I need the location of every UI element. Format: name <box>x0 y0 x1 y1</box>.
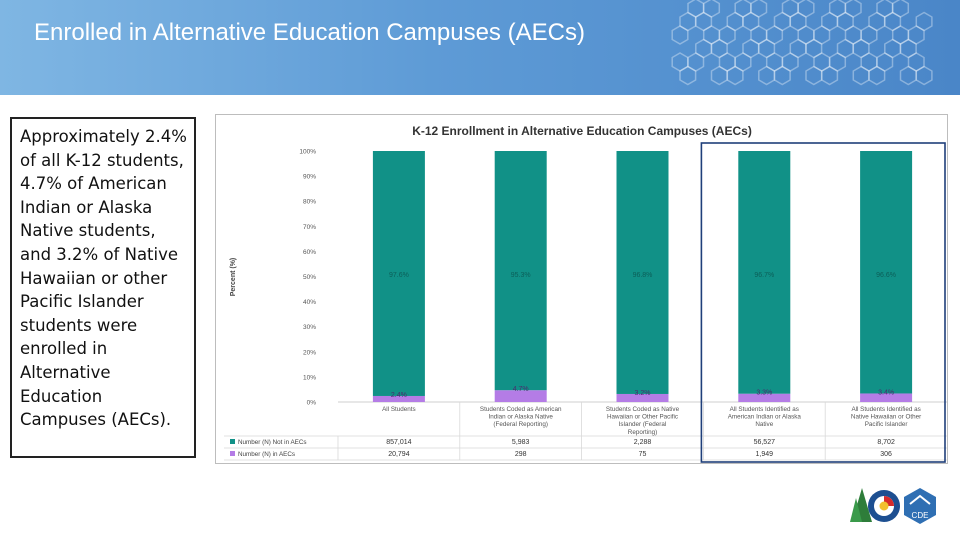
x-category-label-line: American Indian or Alaska <box>727 413 801 421</box>
x-category-label-line: All Students Identified as <box>729 406 799 413</box>
x-category-label <box>480 406 562 428</box>
y-tick-label: 70% <box>302 223 316 231</box>
x-category-label-line: Native Hawaiian or Other <box>850 413 922 421</box>
hexagon-shape <box>727 67 743 85</box>
hexagon-shape <box>680 67 696 85</box>
hexagon-shape <box>853 67 869 85</box>
x-category-label-line: Islander (Federal <box>618 421 667 429</box>
legend-swatch-in-aecs <box>230 451 235 456</box>
y-tick-label: 50% <box>302 274 316 281</box>
chart-frame <box>215 114 948 464</box>
data-label-in-aecs: 2.4% <box>390 391 407 399</box>
y-tick-label: 90% <box>302 173 316 181</box>
hexagon-shape <box>712 67 728 85</box>
legend-swatch-not-in-aecs <box>230 439 235 444</box>
table-value-in-aecs: 20,794 <box>388 451 410 458</box>
data-label-not-in-aecs: 95.3% <box>510 272 531 279</box>
table-value-not-in-aecs: 8,702 <box>877 439 895 446</box>
y-tick-label: 80% <box>302 198 316 206</box>
table-value-not-in-aecs: 56,527 <box>753 439 776 446</box>
x-category-label <box>851 406 921 428</box>
table-value-not-in-aecs: 5,983 <box>511 439 530 446</box>
cde-logo <box>848 484 948 528</box>
x-category-label-line: Indian or Alaska Native <box>488 413 553 421</box>
table-value-in-aecs: 1,949 <box>755 451 774 458</box>
y-tick-label: 0% <box>306 399 316 407</box>
data-label-in-aecs: 4.7% <box>512 386 529 394</box>
table-value-in-aecs: 298 <box>514 451 527 458</box>
data-label-in-aecs: 3.2% <box>634 389 651 397</box>
x-category-label-line: (Federal Reporting) <box>493 421 549 429</box>
table-value-in-aecs: 306 <box>880 451 892 458</box>
x-category-label-line: All Students <box>382 406 416 413</box>
y-tick-label: 10% <box>302 374 316 382</box>
hexagon-shape <box>916 67 932 85</box>
summary-text: Approximately 2.4% of all K-12 students, 4.7% of American Indian or Alaska Native students, and 3.2% of Native Hawaiian or other Pacific Islander students were enrolled in Alternative Education Campuses (AECs). <box>20 127 187 430</box>
x-category-label <box>606 406 680 436</box>
hexagon-pattern-decoration <box>660 0 960 95</box>
chart-title: K-12 Enrollment in Alternative Education Campuses (AECs) <box>412 124 752 138</box>
x-category-label <box>728 406 802 428</box>
y-tick-label: 40% <box>302 299 316 307</box>
data-label-not-in-aecs: 96.6% <box>876 272 897 279</box>
x-category-label-line: Native <box>755 421 774 429</box>
hexagon-shape <box>822 67 838 85</box>
y-tick-label: 100% <box>299 148 316 156</box>
table-value-in-aecs: 75 <box>638 451 647 458</box>
data-label-in-aecs: 3.3% <box>756 389 773 397</box>
legend-label-not-in-aecs: Number (N) Not in AECs <box>238 439 307 446</box>
x-category-label-line: All Students Identified as <box>851 406 921 413</box>
stacked-bar-chart <box>216 115 949 465</box>
x-category-label-line: Pacific Islander <box>864 421 908 429</box>
x-category-label-line: Reporting) <box>627 428 658 436</box>
x-category-label-line: Hawaiian or Other Pacific <box>606 413 679 421</box>
data-label-not-in-aecs: 96.8% <box>632 272 653 279</box>
logo-text: CDE <box>911 511 929 520</box>
data-label-not-in-aecs: 96.7% <box>754 272 775 279</box>
y-tick-label: 60% <box>302 248 316 256</box>
summary-box <box>10 117 196 458</box>
data-label-in-aecs: 3.4% <box>878 389 895 397</box>
hexagon-shape <box>672 26 688 44</box>
x-category-label-line: Students Coded as Native <box>605 406 680 413</box>
x-category-label-line: Students Coded as American <box>479 406 562 413</box>
hexagon-shape <box>806 67 822 85</box>
hexagon-shape <box>775 67 791 85</box>
table-value-not-in-aecs: 857,014 <box>386 439 412 446</box>
y-tick-label: 20% <box>302 349 316 357</box>
hexagon-shape <box>901 67 917 85</box>
legend-label-in-aecs: Number (N) in AECs <box>238 451 296 458</box>
y-axis-label: Percent (%) <box>230 257 237 297</box>
slide-title: Enrolled in Alternative Education Campuses (AECs) <box>34 19 585 46</box>
data-label-not-in-aecs: 97.6% <box>388 272 409 279</box>
hexagon-shape <box>759 67 775 85</box>
table-value-not-in-aecs: 2,288 <box>633 439 652 446</box>
x-category-label <box>382 406 416 413</box>
title-banner <box>0 0 960 95</box>
hexagon-shape <box>869 67 885 85</box>
y-tick-label: 30% <box>302 324 316 332</box>
bar-segment-not-in-aecs <box>495 151 547 390</box>
